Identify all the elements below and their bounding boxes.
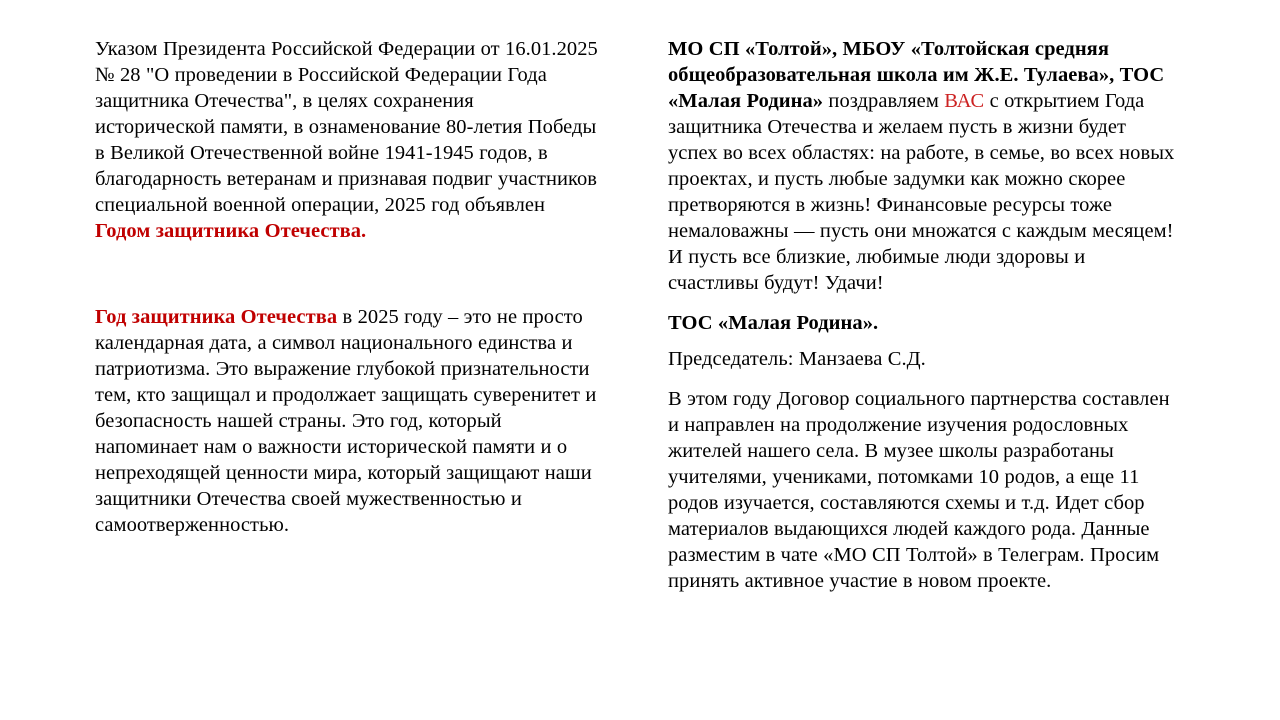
- right-column: [610, 0, 1280, 594]
- greeting-organizations: МО СП «Толтой», МБОУ «Толтойская средняя общеобразовательная школа им Ж.Е. Тулаева», ТОС «Малая Родина»: [668, 38, 1165, 112]
- greeting-congratulate-word: поздравляем: [823, 90, 945, 112]
- left-column: [0, 0, 610, 538]
- greeting-you-highlight: ВАС: [944, 90, 985, 112]
- left-paragraph-meaning: [95, 304, 598, 538]
- right-paragraph-project: [668, 386, 1180, 594]
- project-description-text: В этом году Договор социального партнерства составлен и направлен на продолжение изучения родословных жителей нашего села. В музее школы разработаны учителями, учениками, потомками 10 родов, а еще 11 родов изучается, составляются схемы и т.д. Идет сбор материалов выдающихся людей каждого рода. Данные разместим в чате «МО СП Толтой» в Телеграм. Просим принять активное участие в новом проекте.: [668, 388, 1170, 592]
- meaning-heading-year-of-defender: Год защитника Отечества: [95, 306, 338, 328]
- decree-highlight-year-of-defender: Годом защитника Отечества.: [95, 220, 367, 242]
- right-paragraph-signature-org: [668, 310, 1180, 336]
- greeting-wishes-text: с открытием Года защитника Отечества и желаем пусть в жизни будет успех во всех областях: на работе, в семье, во всех новых проектах, и пусть любые задумки как можно скорее претворяются в жизнь! Финансовые ресурсы тоже немаловажны — пусть они множатся с каждым месяцем! И пусть все близкие, любимые люди здоровы и счастливы будут! Удачи!: [668, 90, 1175, 294]
- right-paragraph-greeting: [668, 36, 1180, 296]
- chairperson-name: Председатель: Манзаева С.Д.: [668, 348, 926, 370]
- right-paragraph-chairperson: [668, 346, 1180, 372]
- left-paragraph-decree: [95, 36, 598, 244]
- meaning-body-text: в 2025 году – это не просто календарная дата, а символ национального единства и патриотизма. Это выражение глубокой признательности тем, кто защищал и продолжает защищать суверенитет и безопасность нашей страны. Это год, который напоминает нам о важности исторической памяти и о непреходящей ценности мира, который защищают наши защитники Отечества своей мужественностью и самоотверженностью.: [95, 306, 597, 536]
- signature-organization-name: ТОС «Малая Родина».: [668, 312, 879, 334]
- decree-text: Указом Президента Российской Федерации от 16.01.2025 № 28 "О проведении в Российской Федерации Года защитника Отечества", в целях сохранения исторической памяти, в ознаменование 80-летия Победы в Великой Отечественной войне 1941-1945 годов, в благодарность ветеранам и признавая подвиг участников специальной военной операции, 2025 год объявлен: [95, 38, 598, 216]
